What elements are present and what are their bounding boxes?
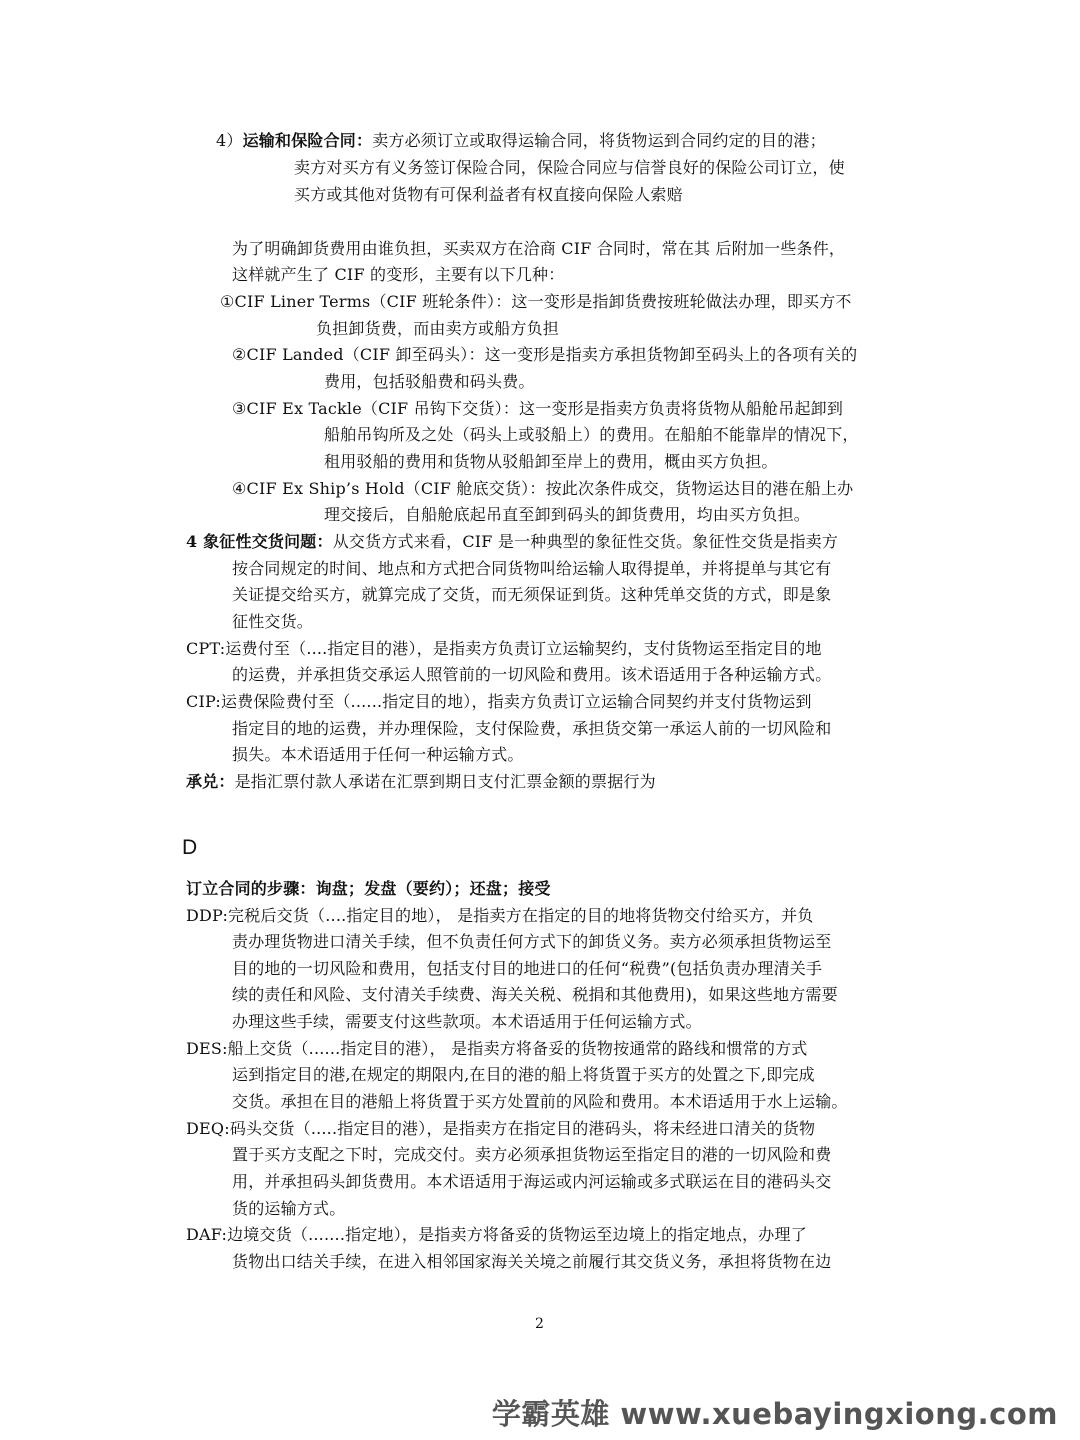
paragraph-line: 的运费，并承担货交承运人照管前的一切风险和费用。该术语适用于各种运输方式。 [232,665,832,684]
term-definition: 运费付至（....指定目的港），是指卖方负责订立运输契约，支付货物运至指定目的地 [225,639,822,658]
paragraph-line: 买方或其他对货物有可保利益者有权直接向保险人索赔 [294,185,683,204]
ddp-entry [186,903,813,929]
paragraph-line: 理交接后，自船舱底起吊直至卸到码头的卸货费用，均由买方负担。 [324,505,811,524]
deq-entry [186,1116,815,1142]
term-definition: 码头交货（.....指定目的港），是指卖方在指定目的港码头，将未经进口清关的货物 [229,1119,816,1138]
paragraph-line: 货的运输方式。 [232,1199,346,1218]
paragraph-line: 关证提交给买方，就算完成了交货，而无须保证到货。这种凭单交货的方式，即是象 [232,585,832,604]
symbolic-delivery-text: 从交货方式来看，CIF 是一种典型的象征性交货。象征性交货是指卖方 [332,532,839,551]
paragraph-line: 目的地的一切风险和费用，包括支付目的地进口的任何“税费”(包括负责办理清关手 [232,959,823,978]
paragraph-line: 指定目的地的运费，并办理保险，支付保险费，承担货交第一承运人前的一切风险和 [232,719,832,738]
contract-steps: 订立合同的步骤：询盘；发盘（要约）；还盘；接受 [186,879,551,898]
cip-entry [186,689,812,715]
transport-text: 卖方必须订立或取得运输合同，将货物运到合同约定的目的港； [372,131,826,150]
cif-variant-ex-ships-hold: ④CIF Ex Ship’s Hold（CIF 舱底交货）：按此次条件成交，货物运达目的港在船上办 [232,479,854,498]
paragraph-line: 征性交货。 [232,612,314,631]
cif-variant-ex-tackle: ③CIF Ex Tackle（CIF 吊钩下交货）：这一变形是指卖方负责将货物从船舱吊起卸到 [232,399,844,418]
term-label: DDP: [186,906,229,925]
acceptance-entry [186,769,656,795]
term-definition: 运费保险费付至（......指定目的地），指卖方负责订立运输合同契约并支付货物运到 [220,692,812,711]
paragraph-line: 运到指定目的港,在规定的期限内,在目的港的船上将货置于买方的处置之下,即完成 [232,1065,815,1084]
transport-heading: 运输和保险合同： [242,131,373,150]
paragraph-line: 船舶吊钩所及之处（码头上或驳船上）的费用。在船舶不能靠岸的情况下， [324,425,859,444]
paragraph-line: 货物出口结关手续，在进入相邻国家海关关境之前履行其交货义务，承担将货物在边 [232,1252,832,1271]
page-number: 2 [535,1316,544,1332]
watermark: 学霸英雄 www.xuebayingxiong.com [491,1397,1058,1431]
daf-entry [186,1222,807,1248]
term-label: CPT: [186,639,226,658]
paragraph-line: 负担卸货费，而由卖方或船方负担 [316,319,560,338]
paragraph-line: 这样就产生了 CIF 的变形，主要有以下几种： [232,265,565,284]
term-definition: 是指汇票付款人承诺在汇票到期日支付汇票金额的票据行为 [234,772,656,791]
term-definition: 完税后交货（....指定目的地）， 是指卖方在指定的目的地将货物交付给买方，并负 [228,906,814,925]
paragraph-line: 办理这些手续，需要支付这些款项。本术语适用于任何运输方式。 [232,1012,702,1031]
paragraph-line: 交货。承担在目的港船上将货置于买方处置前的风险和费用。本术语适用于水上运输。 [232,1092,848,1111]
paragraph-line: 卖方对买方有义务签订保险合同，保险合同应与信誉良好的保险公司订立，使 [294,158,845,177]
paragraph-line: 续的责任和风险、支付清关手续费、海关关税、税捐和其他费用)，如果这些地方需要 [232,985,838,1004]
term-label: DEQ: [186,1119,230,1138]
paragraph-line: 为了明确卸货费用由谁负担，买卖双方在洽商 CIF 合同时，常在其 后附加一些条件， [232,239,846,258]
paragraph-line: 置于买方支配之下时，完成交付。卖方必须承担货物运至指定目的港的一切风险和费 [232,1145,832,1164]
term-definition: 船上交货（......指定目的港）， 是指卖方将备妥的货物按通常的路线和惯常的方式 [227,1039,808,1058]
cif-variant-liner-terms: ①CIF Liner Terms（CIF 班轮条件）：这一变形是指卸货费按班轮做法办理，即买方不 [220,292,852,311]
cpt-entry [186,636,822,662]
term-label: DAF: [186,1225,228,1244]
paragraph-line: 租用驳船的费用和货物从驳船卸至岸上的费用，概由买方负担。 [324,452,778,471]
paragraph-line: 费用，包括驳船费和码头费。 [324,372,535,391]
transport-heading-line [216,128,826,154]
paragraph-line: 责办理货物进口清关手续，但不负责任何方式下的卸货义务。卖方必须承担货物运至 [232,932,832,951]
section-heading: D [182,836,198,859]
item-number: 4） [216,131,243,150]
paragraph-line: 用，并承担码头卸货费用。本术语适用于海运或内河运输或多式联运在目的港码头交 [232,1172,832,1191]
term-label: CIP: [186,692,221,711]
term-definition: 边境交货（.......指定地），是指卖方将备妥的货物运至边境上的指定地点，办理了 [227,1225,807,1244]
paragraph-line: 损失。本术语适用于任何一种运输方式。 [232,745,524,764]
term-label: DES: [186,1039,228,1058]
paragraph-line: 按合同规定的时间、地点和方式把合同货物叫给运输人取得提单，并将提单与其它有 [232,559,832,578]
cif-variant-landed: ②CIF Landed（CIF 卸至码头）：这一变形是指卖方承担货物卸至码头上的各项有关的 [232,345,858,364]
symbolic-delivery-line [186,529,838,555]
term-label: 承兑： [186,772,235,791]
des-entry [186,1036,807,1062]
symbolic-delivery-heading: 4 象征性交货问题： [186,532,333,551]
